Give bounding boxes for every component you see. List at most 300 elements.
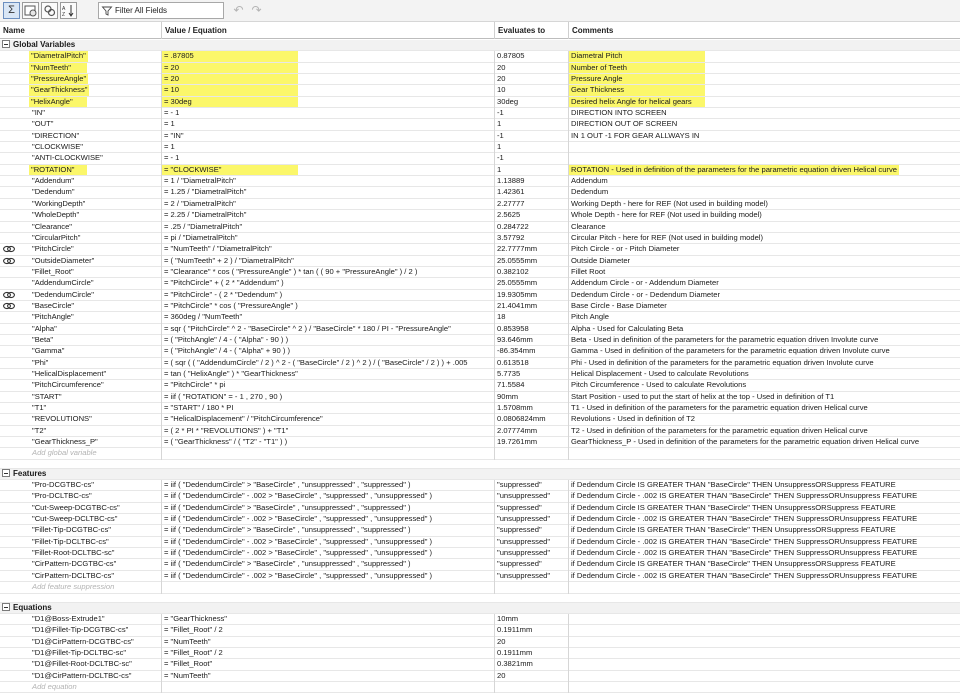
name-cell[interactable]: [0, 503, 162, 514]
table-row[interactable]: [0, 335, 960, 346]
table-row[interactable]: [0, 571, 960, 582]
variable-name: "WorkingDepth": [32, 198, 86, 208]
name-cell[interactable]: [0, 301, 162, 312]
table-row[interactable]: [0, 290, 960, 301]
add-row[interactable]: [0, 582, 960, 593]
name-cell[interactable]: [0, 671, 162, 682]
variable-name: "D1@Fillet-Tip-DCGTBC-cs": [32, 625, 129, 635]
equation-text: = iif ( "DedendumCircle" > "BaseCircle" , "unsuppressed" , "suppressed" ): [164, 480, 411, 490]
comment-cell[interactable]: [569, 63, 960, 74]
equation-cell[interactable]: [162, 335, 495, 346]
name-cell[interactable]: [0, 165, 162, 176]
comment-cell[interactable]: [569, 108, 960, 119]
equation-cell[interactable]: [162, 244, 495, 255]
name-cell[interactable]: [0, 256, 162, 267]
add-row[interactable]: [0, 682, 960, 693]
name-cell[interactable]: [0, 278, 162, 289]
name-cell[interactable]: [0, 437, 162, 448]
name-cell[interactable]: [0, 290, 162, 301]
table-row[interactable]: [0, 503, 960, 514]
collapse-toggle-icon[interactable]: [2, 603, 10, 611]
comment-cell[interactable]: [569, 85, 960, 96]
comment-cell[interactable]: [569, 648, 960, 659]
equation-cell[interactable]: [162, 380, 495, 391]
name-cell[interactable]: [0, 199, 162, 210]
comment-cell[interactable]: [569, 301, 960, 312]
equation-cell[interactable]: [162, 222, 495, 233]
name-cell[interactable]: [0, 648, 162, 659]
comment-cell[interactable]: [569, 233, 960, 244]
table-row[interactable]: [0, 559, 960, 570]
table-row[interactable]: [0, 85, 960, 96]
table-row[interactable]: [0, 244, 960, 255]
equation-cell[interactable]: [162, 131, 495, 142]
linked-value-icon: [3, 302, 15, 310]
equation-cell[interactable]: [162, 426, 495, 437]
table-row[interactable]: [0, 131, 960, 142]
comment-text: T1 - Used in definition of the parameters for the parametric equation driven Helical curve: [571, 403, 868, 412]
name-cell[interactable]: [0, 637, 162, 648]
table-row[interactable]: [0, 233, 960, 244]
table-row[interactable]: [0, 358, 960, 369]
variable-name: "D1@CirPattern-DCGTBC-cs": [32, 636, 134, 646]
name-cell[interactable]: [0, 403, 162, 414]
name-cell[interactable]: [0, 142, 162, 153]
comment-cell[interactable]: [569, 222, 960, 233]
name-cell[interactable]: [0, 426, 162, 437]
equation-cell[interactable]: [162, 267, 495, 278]
variable-name: "CircularPitch": [32, 232, 81, 242]
name-cell[interactable]: [0, 369, 162, 380]
comment-text: if Dedendum Circle - .002 IS GREATER THAN "BaseCircle" THEN SuppressORUnsuppress FEATURE: [571, 548, 918, 558]
variable-name: "Cut-Sweep-DCGTBC-cs": [32, 502, 120, 512]
table-row[interactable]: [0, 108, 960, 119]
table-row[interactable]: [0, 637, 960, 648]
comment-cell[interactable]: [569, 131, 960, 142]
equation-text: = 30deg: [162, 97, 298, 107]
equation-cell[interactable]: [162, 153, 495, 164]
name-cell[interactable]: [0, 176, 162, 187]
comment-cell[interactable]: [569, 153, 960, 164]
automatic-solve-icon[interactable]: [22, 2, 39, 19]
name-cell[interactable]: [0, 244, 162, 255]
undo-icon[interactable]: ↶: [233, 3, 244, 17]
table-row[interactable]: [0, 614, 960, 625]
column-header-equation[interactable]: Value / Equation: [162, 22, 495, 39]
variable-name: "BaseCircle": [32, 300, 75, 310]
table-row[interactable]: [0, 199, 960, 210]
table-row[interactable]: [0, 142, 960, 153]
comment-text: Dedendum Circle - or - Dedendum Diameter: [571, 289, 720, 299]
equation-cell[interactable]: [162, 437, 495, 448]
table-row[interactable]: [0, 312, 960, 323]
comment-cell[interactable]: [569, 414, 960, 425]
comment-cell[interactable]: [569, 571, 960, 582]
name-cell[interactable]: [0, 63, 162, 74]
table-row[interactable]: [0, 346, 960, 357]
name-cell[interactable]: [0, 74, 162, 85]
table-row[interactable]: [0, 119, 960, 130]
variable-name: "GearThickness": [31, 85, 88, 95]
variable-name: "CirPattern-DCGTBC-cs": [32, 559, 117, 569]
equation-cell[interactable]: [162, 233, 495, 244]
equation-cell[interactable]: [162, 637, 495, 648]
name-cell[interactable]: [0, 312, 162, 323]
evaluates-cell: "suppressed": [495, 525, 569, 536]
comment-cell[interactable]: [569, 346, 960, 357]
name-cell[interactable]: [0, 625, 162, 636]
table-row[interactable]: [0, 392, 960, 403]
table-row[interactable]: [0, 437, 960, 448]
comment-text: GearThickness_P - Used in definition of the parameters for the parametric equation driven Helical curve: [571, 437, 920, 447]
column-header-evaluates[interactable]: Evaluates to: [495, 22, 569, 39]
comment-cell[interactable]: [569, 199, 960, 210]
equation-cell[interactable]: [162, 403, 495, 414]
group-header-row[interactable]: [0, 40, 960, 51]
comment-cell[interactable]: [569, 256, 960, 267]
filter-input[interactable]: [115, 4, 221, 17]
name-cell[interactable]: [0, 51, 162, 62]
column-header-name[interactable]: Name: [0, 22, 162, 39]
table-row[interactable]: [0, 659, 960, 670]
link-values-glyph: [43, 4, 56, 17]
evaluates-cell: 71.5584: [495, 380, 569, 391]
equation-text: = "NumTeeth": [164, 636, 211, 646]
comment-text: DIRECTION INTO SCREEN: [571, 108, 667, 118]
name-cell[interactable]: [0, 559, 162, 570]
equation-cell[interactable]: [162, 210, 495, 221]
comment-cell[interactable]: [569, 187, 960, 198]
equation-text: = iif ( "DedendumCircle" > "BaseCircle" , "unsuppressed" , "suppressed" ): [164, 559, 411, 569]
empty-cell[interactable]: [495, 682, 569, 693]
variable-name: "Beta": [32, 334, 54, 344]
variable-name: "Fillet-Tip-DCGTBC-cs": [32, 525, 111, 535]
name-cell[interactable]: [0, 131, 162, 142]
comment-cell[interactable]: [569, 525, 960, 536]
comment-cell[interactable]: [569, 119, 960, 130]
group-spacer: [0, 460, 960, 469]
add-row-placeholder[interactable]: Add global variable: [0, 448, 162, 459]
add-row-placeholder[interactable]: Add feature suppression: [0, 582, 162, 593]
evaluates-cell: 1: [495, 142, 569, 153]
comment-text: Pressure Angle: [569, 74, 705, 84]
evaluates-cell: 20: [495, 63, 569, 74]
comment-cell[interactable]: [569, 380, 960, 391]
filter-icon: [102, 6, 112, 16]
equation-cell[interactable]: [162, 119, 495, 130]
equation-cell[interactable]: [162, 614, 495, 625]
comment-cell[interactable]: [569, 437, 960, 448]
equation-cell[interactable]: [162, 537, 495, 548]
variable-name: "Alpha": [32, 323, 57, 333]
variable-name: "HelicalDisplacement": [32, 368, 107, 378]
equation-text: = ( "NumTeeth" + 2 ) / "DiametralPitch": [164, 255, 294, 265]
name-cell[interactable]: [0, 346, 162, 357]
comment-cell[interactable]: [569, 614, 960, 625]
evaluates-cell: 1.13889: [495, 176, 569, 187]
equation-text: = 2.25 / "DiametralPitch": [164, 210, 247, 220]
comment-text: Clearance: [571, 221, 606, 231]
equation-text: = ( sqr ( ( "AddendumCircle" / 2 ) ^ 2 - ( "BaseCircle" / 2 ) ^ 2 ) / ( "BaseCircle" / 2 ) ) + .005: [164, 357, 468, 367]
table-row[interactable]: [0, 514, 960, 525]
evaluates-cell: "suppressed": [495, 503, 569, 514]
equation-cell[interactable]: [162, 559, 495, 570]
equation-cell[interactable]: [162, 480, 495, 491]
equation-cell[interactable]: [162, 312, 495, 323]
table-row[interactable]: [0, 625, 960, 636]
comment-cell[interactable]: [569, 74, 960, 85]
variable-name: "Fillet-Tip-DCLTBC-cs": [32, 536, 109, 546]
equation-cell[interactable]: [162, 358, 495, 369]
table-row[interactable]: [0, 74, 960, 85]
evaluates-cell: "unsuppressed": [495, 491, 569, 502]
comment-cell[interactable]: [569, 244, 960, 255]
table-row[interactable]: [0, 210, 960, 221]
comment-cell[interactable]: [569, 637, 960, 648]
equation-cell[interactable]: [162, 199, 495, 210]
comment-cell[interactable]: [569, 335, 960, 346]
table-row[interactable]: [0, 63, 960, 74]
collapse-toggle-icon[interactable]: [2, 469, 10, 477]
comment-cell[interactable]: [569, 503, 960, 514]
sort-icon[interactable]: [60, 2, 77, 19]
name-cell[interactable]: [0, 324, 162, 335]
name-cell[interactable]: [0, 659, 162, 670]
evaluates-cell: 0.613518: [495, 358, 569, 369]
comment-cell[interactable]: [569, 426, 960, 437]
name-cell[interactable]: [0, 85, 162, 96]
empty-cell[interactable]: [569, 582, 960, 593]
comment-cell[interactable]: [569, 625, 960, 636]
table-row[interactable]: [0, 267, 960, 278]
table-row[interactable]: [0, 537, 960, 548]
name-cell[interactable]: [0, 548, 162, 559]
equation-cell[interactable]: [162, 85, 495, 96]
comment-cell[interactable]: [569, 548, 960, 559]
empty-cell[interactable]: [495, 448, 569, 459]
empty-cell[interactable]: [162, 448, 495, 459]
table-row[interactable]: [0, 222, 960, 233]
equation-cell[interactable]: [162, 514, 495, 525]
comment-cell[interactable]: [569, 537, 960, 548]
table-row[interactable]: [0, 51, 960, 62]
equation-cell[interactable]: [162, 51, 495, 62]
table-row[interactable]: [0, 648, 960, 659]
comment-cell[interactable]: [569, 491, 960, 502]
variable-name: "T1": [32, 403, 47, 412]
comment-cell[interactable]: [569, 176, 960, 187]
comment-cell[interactable]: [569, 659, 960, 670]
sigma-icon[interactable]: [3, 2, 20, 19]
comment-cell[interactable]: [569, 210, 960, 221]
equation-cell[interactable]: [162, 346, 495, 357]
group-header[interactable]: [0, 603, 300, 614]
redo-icon[interactable]: ↷: [251, 3, 262, 17]
equation-text: = "GearThickness": [164, 613, 228, 623]
equation-cell[interactable]: [162, 571, 495, 582]
evaluates-cell: "unsuppressed": [495, 514, 569, 525]
empty-cell[interactable]: [162, 682, 495, 693]
variable-name: "Pro-DCGTBC-cs": [32, 480, 94, 490]
comment-cell[interactable]: [569, 358, 960, 369]
table-row[interactable]: [0, 324, 960, 335]
table-row[interactable]: [0, 278, 960, 289]
table-row[interactable]: [0, 480, 960, 491]
comment-cell[interactable]: [569, 290, 960, 301]
equation-cell[interactable]: [162, 671, 495, 682]
group-header[interactable]: [0, 469, 300, 480]
table-row[interactable]: [0, 380, 960, 391]
table-row[interactable]: [0, 548, 960, 559]
equation-cell[interactable]: [162, 290, 495, 301]
equation-cell[interactable]: [162, 324, 495, 335]
equation-cell[interactable]: [162, 503, 495, 514]
name-cell[interactable]: [0, 97, 162, 108]
comment-cell[interactable]: [569, 369, 960, 380]
group-header-row[interactable]: [0, 469, 960, 480]
comment-cell[interactable]: [569, 165, 960, 176]
equation-cell[interactable]: [162, 301, 495, 312]
name-cell[interactable]: [0, 108, 162, 119]
group-header[interactable]: [0, 40, 300, 51]
equation-cell[interactable]: [162, 414, 495, 425]
equation-cell[interactable]: [162, 659, 495, 670]
equation-cell[interactable]: [162, 74, 495, 85]
equation-cell[interactable]: [162, 625, 495, 636]
table-row[interactable]: [0, 301, 960, 312]
name-cell[interactable]: [0, 335, 162, 346]
name-cell[interactable]: [0, 358, 162, 369]
comment-cell[interactable]: [569, 324, 960, 335]
empty-cell[interactable]: [569, 682, 960, 693]
table-row[interactable]: [0, 97, 960, 108]
comment-cell[interactable]: [569, 480, 960, 491]
name-cell[interactable]: [0, 614, 162, 625]
table-row[interactable]: [0, 426, 960, 437]
evaluates-cell: 10mm: [495, 614, 569, 625]
name-cell[interactable]: [0, 514, 162, 525]
comment-cell[interactable]: [569, 142, 960, 153]
comment-text: Base Circle - Base Diameter: [571, 300, 667, 310]
variable-name: "Dedendum": [32, 187, 75, 197]
equation-text: = iif ( "DedendumCircle" - .002 > "BaseCircle" , "suppressed" , "unsuppressed" ): [164, 514, 433, 524]
equation-cell[interactable]: [162, 548, 495, 559]
equation-cell[interactable]: [162, 176, 495, 187]
name-cell[interactable]: [0, 233, 162, 244]
table-row[interactable]: [0, 256, 960, 267]
table-row[interactable]: [0, 491, 960, 502]
comment-cell[interactable]: [569, 671, 960, 682]
comment-cell[interactable]: [569, 514, 960, 525]
equation-cell[interactable]: [162, 491, 495, 502]
table-row[interactable]: [0, 403, 960, 414]
equation-cell[interactable]: [162, 648, 495, 659]
evaluates-cell: 19.7261mm: [495, 437, 569, 448]
equation-text: = "Fillet_Root" / 2: [164, 647, 223, 657]
name-cell[interactable]: [0, 210, 162, 221]
evaluates-cell: 93.646mm: [495, 335, 569, 346]
equation-text: = iif ( "DedendumCircle" > "BaseCircle" , "unsuppressed" , "suppressed" ): [164, 502, 411, 512]
name-cell[interactable]: [0, 571, 162, 582]
variable-name: "OutsideDiameter": [32, 255, 95, 265]
comment-cell[interactable]: [569, 97, 960, 108]
svg-text:A: A: [62, 6, 66, 12]
comment-text: Diametral Pitch: [569, 51, 705, 61]
comment-cell[interactable]: [569, 312, 960, 323]
table-row[interactable]: [0, 153, 960, 164]
table-row[interactable]: [0, 176, 960, 187]
equation-cell[interactable]: [162, 165, 495, 176]
evaluates-cell: 0.284722: [495, 222, 569, 233]
add-row-placeholder[interactable]: Add equation: [0, 682, 162, 693]
group-header-row[interactable]: [0, 603, 960, 614]
name-cell[interactable]: [0, 525, 162, 536]
equation-cell[interactable]: [162, 369, 495, 380]
equation-cell[interactable]: [162, 63, 495, 74]
empty-cell[interactable]: [162, 582, 495, 593]
comment-cell[interactable]: [569, 267, 960, 278]
collapse-toggle-icon[interactable]: [2, 40, 10, 48]
comment-text: Start Position - used to put the start of helix at the top - Used in definition of T1: [571, 391, 835, 401]
comment-cell[interactable]: [569, 278, 960, 289]
table-row[interactable]: [0, 671, 960, 682]
table-row[interactable]: [0, 165, 960, 176]
column-header-row: [0, 22, 960, 39]
name-cell[interactable]: [0, 222, 162, 233]
name-cell[interactable]: [0, 537, 162, 548]
table-row[interactable]: [0, 369, 960, 380]
comment-cell[interactable]: [569, 559, 960, 570]
table-row[interactable]: [0, 187, 960, 198]
name-cell[interactable]: [0, 187, 162, 198]
evaluates-cell: 1.42361: [495, 187, 569, 198]
equation-cell[interactable]: [162, 392, 495, 403]
variable-name: "DedendumCircle": [32, 289, 94, 299]
link-values-icon[interactable]: [41, 2, 58, 19]
name-cell[interactable]: [0, 414, 162, 425]
variable-name: "START": [32, 391, 62, 401]
name-cell[interactable]: [0, 380, 162, 391]
empty-cell[interactable]: [569, 448, 960, 459]
equation-cell[interactable]: [162, 142, 495, 153]
add-row[interactable]: [0, 448, 960, 459]
comment-cell[interactable]: [569, 392, 960, 403]
column-header-comments[interactable]: Comments: [572, 26, 614, 35]
name-cell[interactable]: [0, 267, 162, 278]
name-cell[interactable]: [0, 153, 162, 164]
comment-text: Revolutions - Used in definition of T2: [571, 414, 695, 424]
table-row[interactable]: [0, 414, 960, 425]
equation-cell[interactable]: [162, 525, 495, 536]
variable-name: "DIRECTION": [32, 130, 80, 140]
equation-cell[interactable]: [162, 256, 495, 267]
comment-cell[interactable]: [569, 403, 960, 414]
name-cell[interactable]: [0, 392, 162, 403]
equation-cell[interactable]: [162, 187, 495, 198]
name-cell[interactable]: [0, 491, 162, 502]
equation-cell[interactable]: [162, 278, 495, 289]
name-cell[interactable]: [0, 480, 162, 491]
equation-cell[interactable]: [162, 97, 495, 108]
table-row[interactable]: [0, 525, 960, 536]
equation-text: = iif ( "DedendumCircle" > "BaseCircle" , "unsuppressed" , "suppressed" ): [164, 525, 411, 535]
equation-cell[interactable]: [162, 108, 495, 119]
equations-grid: [0, 22, 960, 691]
name-cell[interactable]: [0, 119, 162, 130]
comment-cell[interactable]: [569, 51, 960, 62]
evaluates-cell: "unsuppressed": [495, 571, 569, 582]
empty-cell[interactable]: [495, 582, 569, 593]
